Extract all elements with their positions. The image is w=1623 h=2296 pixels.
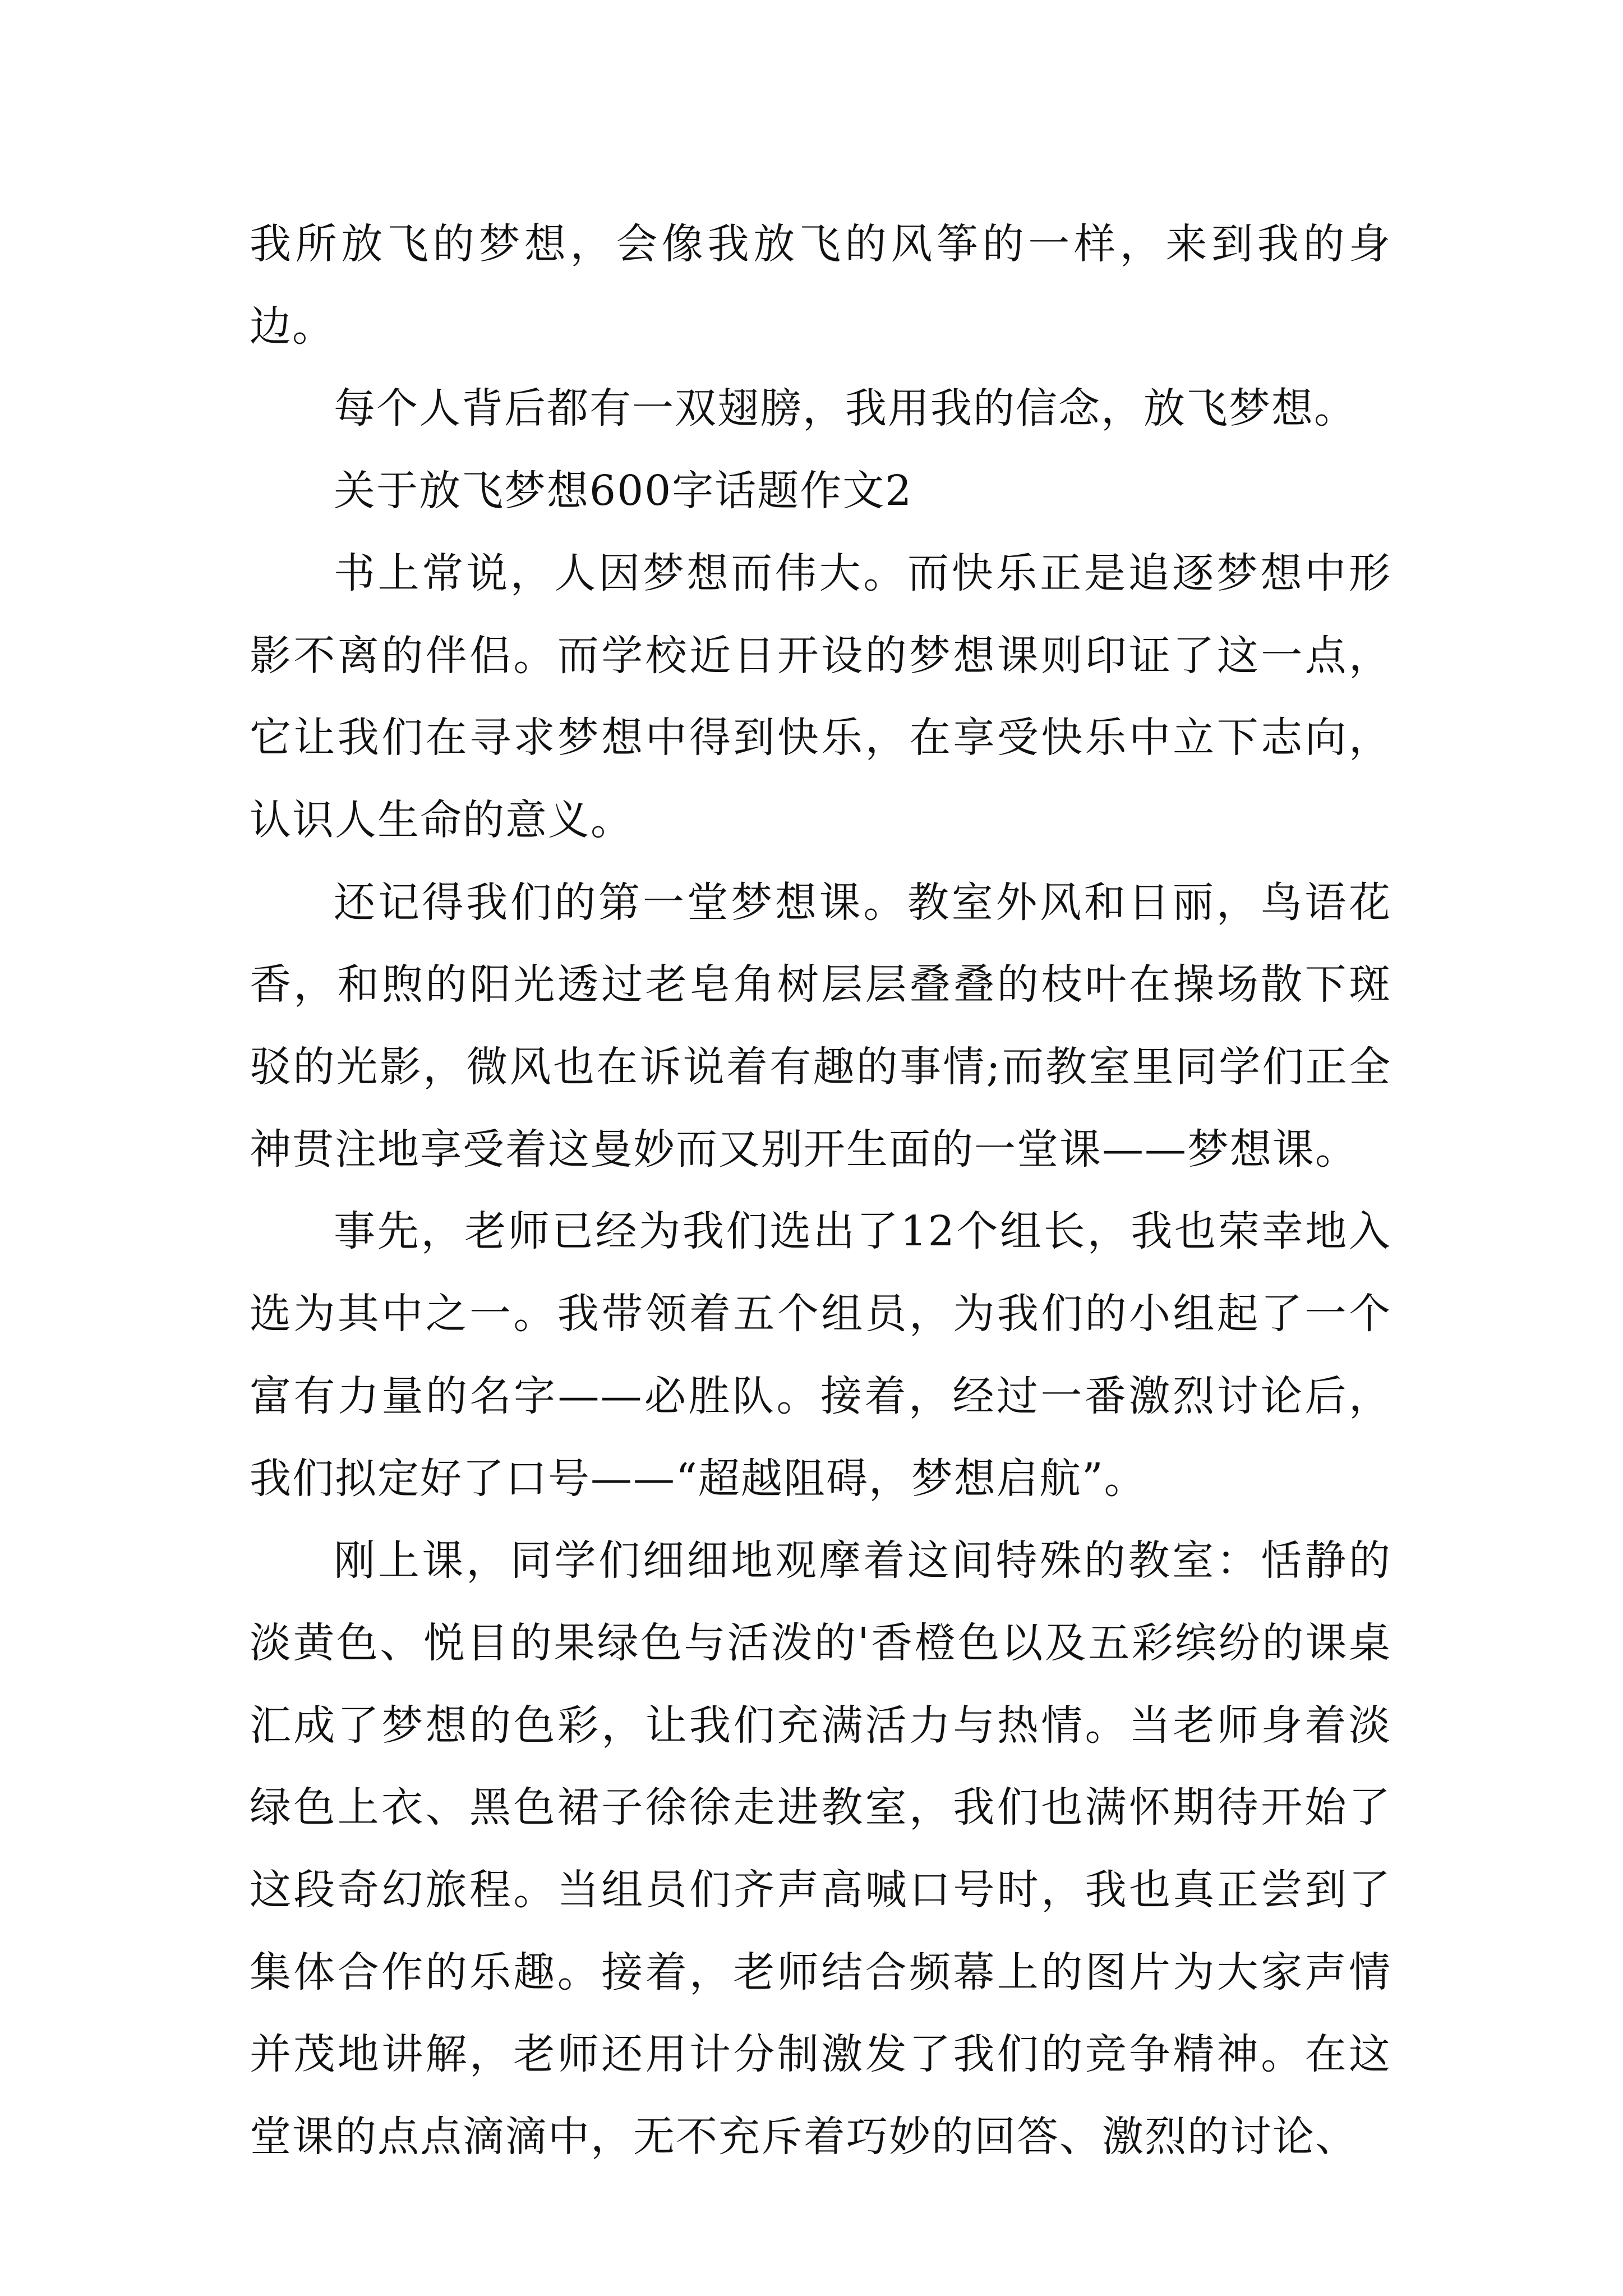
paragraph-group-leaders: 事先，老师已经为我们选出了12个组长，我也荣幸地入选为其中之一。我带领着五个组员，为我们的小组起了一个富有力量的名字——必胜队。接着，经过一番激烈讨论后，我们拟定好了口号——“超越阻碍，梦想启航”。 xyxy=(250,1207,1391,1503)
paragraph-kite-ending: 我所放飞的梦想，会像我放飞的风筝的一样，来到我的身边。 xyxy=(250,220,1391,351)
essay-title-2: 关于放飞梦想600字话题作文2 xyxy=(334,467,913,516)
paragraph-classroom-colors: 刚上课，同学们细细地观摩着这间特殊的教室：恬静的淡黄色、悦目的果绿色与活泼的'香橙色以及五彩缤纷的课桌汇成了梦想的色彩，让我们充满活力与热情。当老师身着淡绿色上衣、黑色裙子徐徐走进教室，我们也满怀期待开始了这段奇幻旅程。当组员们齐声高喊口号时，我也真正尝到了集体合作的乐趣。接着，老师结合频幕上的图片为大家声情并茂地讲解，老师还用计分制激发了我们的竞争精神。在这堂课的点点滴滴中，无不充斥着巧妙的回答、激烈的讨论、 xyxy=(250,1536,1391,2161)
paragraph-wings-belief: 每个人背后都有一双翅膀，我用我的信念，放飞梦想。 xyxy=(334,384,1357,433)
paragraph-book-saying: 书上常说，人因梦想而伟大。而快乐正是追逐梦想中形影不离的伴侣。而学校近日开设的梦想课则印证了这一点，它让我们在寻求梦想中得到快乐，在享受快乐中立下志向，认识人生命的意义。 xyxy=(250,549,1391,844)
paragraph-first-dream-class: 还记得我们的第一堂梦想课。教室外风和日丽，鸟语花香，和煦的阳光透过老皂角树层层叠叠的枝叶在操场散下斑驳的光影，微风也在诉说着有趣的事情;而教室里同学们正全神贯注地享受着这曼妙而又别开生面的一堂课——梦想课。 xyxy=(250,878,1391,1174)
essay-text-body xyxy=(250,203,1391,2178)
